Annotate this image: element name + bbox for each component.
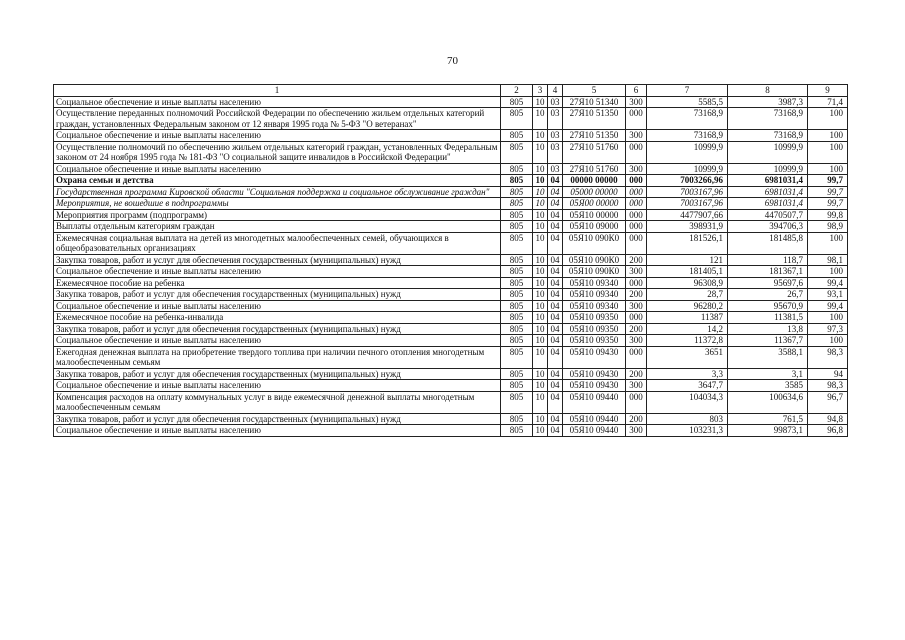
row-value-cell: 03 [548, 163, 563, 175]
budget-table [53, 84, 848, 437]
row-value-cell: 805 [501, 425, 533, 437]
row-value-cell: 181405,1 [647, 266, 728, 278]
row-value-cell: 300 [626, 266, 647, 278]
row-value-cell: 200 [626, 368, 647, 380]
row-name-cell: Ежегодная денежная выплата на приобретение твердого топлива при наличии печного отопления многодетным малообеспеченным семьям [54, 346, 501, 368]
table-row [54, 186, 848, 198]
row-value-cell: 05Я00 00000 [563, 198, 626, 210]
row-name-cell: Выплаты отдельным категориям граждан [54, 221, 501, 233]
row-value-cell: 200 [626, 323, 647, 335]
row-name-cell: Закупка товаров, работ и услуг для обеспечения государственных (муниципальных) нужд [54, 368, 501, 380]
row-value-cell: 99,4 [808, 300, 848, 312]
row-value-cell: 300 [626, 163, 647, 175]
row-value-cell: 27Я10 51350 [563, 108, 626, 130]
row-value-cell: 805 [501, 335, 533, 347]
row-name-cell: Осуществление переданных полномочий Российской Федерации по обеспечению жильем отдельных категорий граждан, установленных Федеральным законом от 12 января 1995 года № 5-ФЗ "О ветеранах" [54, 108, 501, 130]
row-value-cell: 73168,9 [647, 130, 728, 142]
table-row [54, 209, 848, 221]
row-value-cell: 26,7 [728, 289, 808, 301]
row-value-cell: 805 [501, 198, 533, 210]
row-value-cell: 10 [533, 380, 548, 392]
row-value-cell: 05Я10 09340 [563, 289, 626, 301]
header-cell: 6 [626, 85, 647, 97]
row-value-cell: 98,3 [808, 346, 848, 368]
row-value-cell: 3651 [647, 346, 728, 368]
row-value-cell: 805 [501, 266, 533, 278]
table-row [54, 335, 848, 347]
row-value-cell: 05Я10 09000 [563, 221, 626, 233]
row-value-cell: 10 [533, 289, 548, 301]
row-value-cell: 11387 [647, 312, 728, 324]
row-value-cell: 14,2 [647, 323, 728, 335]
table-row [54, 130, 848, 142]
row-value-cell: 98,1 [808, 254, 848, 266]
row-value-cell: 000 [626, 391, 647, 413]
row-value-cell: 98,9 [808, 221, 848, 233]
row-value-cell: 805 [501, 209, 533, 221]
row-value-cell: 10 [533, 186, 548, 198]
row-name-cell: Закупка товаров, работ и услуг для обеспечения государственных (муниципальных) нужд [54, 254, 501, 266]
row-value-cell: 000 [626, 221, 647, 233]
row-value-cell: 10 [533, 391, 548, 413]
row-value-cell: 000 [626, 186, 647, 198]
row-value-cell: 73168,9 [728, 108, 808, 130]
table-row [54, 391, 848, 413]
row-value-cell: 803 [647, 413, 728, 425]
row-value-cell: 10999,9 [647, 163, 728, 175]
header-cell: 9 [808, 85, 848, 97]
row-value-cell: 000 [626, 108, 647, 130]
table-row [54, 96, 848, 108]
row-value-cell: 5585,5 [647, 96, 728, 108]
row-value-cell: 10 [533, 175, 548, 187]
row-name-cell: Социальное обеспечение и иные выплаты населению [54, 130, 501, 142]
row-value-cell: 05Я10 09350 [563, 323, 626, 335]
row-value-cell: 200 [626, 254, 647, 266]
row-value-cell: 05Я10 09440 [563, 425, 626, 437]
row-value-cell: 3585 [728, 380, 808, 392]
row-value-cell: 100 [808, 232, 848, 254]
row-value-cell: 93,1 [808, 289, 848, 301]
row-value-cell: 10999,9 [728, 141, 808, 163]
row-value-cell: 3987,3 [728, 96, 808, 108]
row-value-cell: 05Я10 09430 [563, 346, 626, 368]
row-value-cell: 6981031,4 [728, 186, 808, 198]
row-name-cell: Социальное обеспечение и иные выплаты населению [54, 300, 501, 312]
table-row [54, 425, 848, 437]
row-value-cell: 100 [808, 108, 848, 130]
row-value-cell: 94 [808, 368, 848, 380]
row-value-cell: 10 [533, 254, 548, 266]
table-row [54, 221, 848, 233]
row-value-cell: 04 [548, 254, 563, 266]
row-value-cell: 100 [808, 141, 848, 163]
row-value-cell: 10 [533, 141, 548, 163]
table-row [54, 198, 848, 210]
row-value-cell: 05Я10 09340 [563, 277, 626, 289]
header-row [54, 85, 848, 97]
row-value-cell: 97,3 [808, 323, 848, 335]
row-value-cell: 05Я10 090К0 [563, 266, 626, 278]
row-value-cell: 4470507,7 [728, 209, 808, 221]
row-value-cell: 10 [533, 323, 548, 335]
row-value-cell: 04 [548, 209, 563, 221]
row-name-cell: Ежемесячная социальная выплата на детей из многодетных малообеспеченных семей, обучающихся в общеобразовательных организациях [54, 232, 501, 254]
table-row [54, 266, 848, 278]
row-value-cell: 04 [548, 312, 563, 324]
row-name-cell: Социальное обеспечение и иные выплаты населению [54, 380, 501, 392]
table-row [54, 163, 848, 175]
row-value-cell: 805 [501, 323, 533, 335]
header-cell: 1 [54, 85, 501, 97]
row-value-cell: 000 [626, 141, 647, 163]
row-value-cell: 27Я10 51760 [563, 141, 626, 163]
row-value-cell: 03 [548, 130, 563, 142]
row-value-cell: 73168,9 [728, 130, 808, 142]
table-row [54, 108, 848, 130]
row-value-cell: 27Я10 51350 [563, 130, 626, 142]
row-value-cell: 181485,8 [728, 232, 808, 254]
row-value-cell: 805 [501, 277, 533, 289]
row-value-cell: 10 [533, 209, 548, 221]
row-value-cell: 13,8 [728, 323, 808, 335]
header-cell: 2 [501, 85, 533, 97]
row-value-cell: 11367,7 [728, 335, 808, 347]
row-value-cell: 04 [548, 346, 563, 368]
row-value-cell: 04 [548, 380, 563, 392]
row-value-cell: 200 [626, 289, 647, 301]
row-value-cell: 10 [533, 368, 548, 380]
row-value-cell: 181367,1 [728, 266, 808, 278]
row-value-cell: 805 [501, 130, 533, 142]
row-value-cell: 05Я10 09440 [563, 413, 626, 425]
row-value-cell: 805 [501, 391, 533, 413]
table-row [54, 175, 848, 187]
table-row [54, 380, 848, 392]
header-cell: 4 [548, 85, 563, 97]
table-row [54, 254, 848, 266]
row-value-cell: 05Я10 090К0 [563, 254, 626, 266]
row-value-cell: 300 [626, 96, 647, 108]
row-value-cell: 05Я10 09430 [563, 380, 626, 392]
row-value-cell: 10 [533, 198, 548, 210]
header-cell: 7 [647, 85, 728, 97]
row-value-cell: 805 [501, 96, 533, 108]
row-value-cell: 11381,5 [728, 312, 808, 324]
row-name-cell: Мероприятия, не вошедшие в подпрограммы [54, 198, 501, 210]
row-value-cell: 10 [533, 130, 548, 142]
table-row [54, 232, 848, 254]
row-value-cell: 000 [626, 346, 647, 368]
row-value-cell: 805 [501, 175, 533, 187]
row-value-cell: 05000 00000 [563, 186, 626, 198]
row-name-cell: Ежемесячное пособие на ребенка-инвалида [54, 312, 501, 324]
row-value-cell: 04 [548, 368, 563, 380]
row-value-cell: 805 [501, 413, 533, 425]
row-value-cell: 04 [548, 221, 563, 233]
row-value-cell: 99873,1 [728, 425, 808, 437]
row-value-cell: 805 [501, 186, 533, 198]
row-value-cell: 04 [548, 335, 563, 347]
row-value-cell: 805 [501, 141, 533, 163]
row-name-cell: Закупка товаров, работ и услуг для обеспечения государственных (муниципальных) нужд [54, 289, 501, 301]
row-name-cell: Социальное обеспечение и иные выплаты населению [54, 266, 501, 278]
page-number: 70 [447, 55, 458, 67]
row-value-cell: 121 [647, 254, 728, 266]
row-name-cell: Социальное обеспечение и иные выплаты населению [54, 96, 501, 108]
row-value-cell: 04 [548, 198, 563, 210]
table-row [54, 300, 848, 312]
row-value-cell: 00000 00000 [563, 175, 626, 187]
row-value-cell: 7003167,96 [647, 198, 728, 210]
row-name-cell: Закупка товаров, работ и услуг для обеспечения государственных (муниципальных) нужд [54, 413, 501, 425]
row-value-cell: 10 [533, 413, 548, 425]
row-value-cell: 100 [808, 130, 848, 142]
row-value-cell: 300 [626, 300, 647, 312]
table-row [54, 323, 848, 335]
table-row [54, 312, 848, 324]
row-value-cell: 000 [626, 198, 647, 210]
row-value-cell: 805 [501, 300, 533, 312]
row-value-cell: 04 [548, 277, 563, 289]
row-value-cell: 03 [548, 96, 563, 108]
row-value-cell: 27Я10 51760 [563, 163, 626, 175]
row-value-cell: 805 [501, 312, 533, 324]
row-value-cell: 99,7 [808, 198, 848, 210]
row-value-cell: 04 [548, 186, 563, 198]
header-cell: 5 [563, 85, 626, 97]
row-value-cell: 3588,1 [728, 346, 808, 368]
row-name-cell: Социальное обеспечение и иные выплаты населению [54, 335, 501, 347]
row-value-cell: 3,3 [647, 368, 728, 380]
row-value-cell: 10999,9 [647, 141, 728, 163]
row-value-cell: 10 [533, 346, 548, 368]
row-value-cell: 10 [533, 221, 548, 233]
row-value-cell: 05Я10 090К0 [563, 232, 626, 254]
table-row [54, 413, 848, 425]
row-value-cell: 000 [626, 209, 647, 221]
row-value-cell: 100 [808, 266, 848, 278]
row-value-cell: 103231,3 [647, 425, 728, 437]
table-row [54, 368, 848, 380]
row-value-cell: 118,7 [728, 254, 808, 266]
row-value-cell: 73168,9 [647, 108, 728, 130]
row-value-cell: 05Я10 00000 [563, 209, 626, 221]
row-value-cell: 3647,7 [647, 380, 728, 392]
row-value-cell: 71,4 [808, 96, 848, 108]
row-value-cell: 805 [501, 232, 533, 254]
row-name-cell: Государственная программа Кировской области "Социальная поддержка и социальное обслуживание граждан" [54, 186, 501, 198]
row-value-cell: 04 [548, 232, 563, 254]
row-value-cell: 7003167,96 [647, 186, 728, 198]
row-value-cell: 99,4 [808, 277, 848, 289]
table-row [54, 289, 848, 301]
row-value-cell: 96280,2 [647, 300, 728, 312]
row-value-cell: 181526,1 [647, 232, 728, 254]
row-value-cell: 805 [501, 380, 533, 392]
row-value-cell: 04 [548, 289, 563, 301]
row-value-cell: 04 [548, 425, 563, 437]
row-value-cell: 99,7 [808, 175, 848, 187]
row-value-cell: 95697,6 [728, 277, 808, 289]
row-value-cell: 04 [548, 391, 563, 413]
row-value-cell: 100634,6 [728, 391, 808, 413]
row-value-cell: 10 [533, 266, 548, 278]
row-value-cell: 10 [533, 312, 548, 324]
row-value-cell: 3,1 [728, 368, 808, 380]
row-value-cell: 04 [548, 175, 563, 187]
row-value-cell: 7003266,96 [647, 175, 728, 187]
row-value-cell: 94,8 [808, 413, 848, 425]
row-value-cell: 04 [548, 300, 563, 312]
row-value-cell: 03 [548, 141, 563, 163]
row-value-cell: 104034,3 [647, 391, 728, 413]
row-value-cell: 10 [533, 232, 548, 254]
row-value-cell: 10999,9 [728, 163, 808, 175]
row-value-cell: 28,7 [647, 289, 728, 301]
header-cell: 8 [728, 85, 808, 97]
row-value-cell: 99,8 [808, 209, 848, 221]
row-value-cell: 05Я10 09430 [563, 368, 626, 380]
row-value-cell: 200 [626, 413, 647, 425]
row-value-cell: 000 [626, 232, 647, 254]
row-value-cell: 6981031,4 [728, 175, 808, 187]
row-value-cell: 805 [501, 163, 533, 175]
row-value-cell: 10 [533, 277, 548, 289]
table-row [54, 141, 848, 163]
row-name-cell: Охрана семьи и детства [54, 175, 501, 187]
row-value-cell: 805 [501, 368, 533, 380]
row-value-cell: 96,8 [808, 425, 848, 437]
row-value-cell: 300 [626, 425, 647, 437]
row-value-cell: 300 [626, 335, 647, 347]
row-value-cell: 805 [501, 289, 533, 301]
row-value-cell: 05Я10 09350 [563, 335, 626, 347]
row-value-cell: 95670,9 [728, 300, 808, 312]
row-value-cell: 04 [548, 413, 563, 425]
row-name-cell: Социальное обеспечение и иные выплаты населению [54, 425, 501, 437]
row-value-cell: 100 [808, 163, 848, 175]
row-value-cell: 11372,8 [647, 335, 728, 347]
row-name-cell: Ежемесячное пособие на ребенка [54, 277, 501, 289]
row-value-cell: 10 [533, 335, 548, 347]
row-value-cell: 05Я10 09350 [563, 312, 626, 324]
row-value-cell: 100 [808, 312, 848, 324]
table-row [54, 277, 848, 289]
row-value-cell: 05Я10 09440 [563, 391, 626, 413]
row-value-cell: 805 [501, 254, 533, 266]
row-name-cell: Компенсация расходов на оплату коммунальных услуг в виде ежемесячной денежной выплаты многодетным малообеспеченным семьям [54, 391, 501, 413]
row-value-cell: 10 [533, 163, 548, 175]
header-cell: 3 [533, 85, 548, 97]
row-value-cell: 10 [533, 300, 548, 312]
row-value-cell: 300 [626, 130, 647, 142]
row-value-cell: 10 [533, 108, 548, 130]
row-value-cell: 98,3 [808, 380, 848, 392]
row-value-cell: 04 [548, 323, 563, 335]
row-value-cell: 05Я10 09340 [563, 300, 626, 312]
row-value-cell: 6981031,4 [728, 198, 808, 210]
table-row [54, 346, 848, 368]
row-value-cell: 4477907,66 [647, 209, 728, 221]
row-value-cell: 100 [808, 335, 848, 347]
row-value-cell: 805 [501, 108, 533, 130]
row-value-cell: 10 [533, 425, 548, 437]
row-value-cell: 000 [626, 175, 647, 187]
row-value-cell: 04 [548, 266, 563, 278]
row-value-cell: 398931,9 [647, 221, 728, 233]
row-value-cell: 03 [548, 108, 563, 130]
row-value-cell: 000 [626, 312, 647, 324]
row-value-cell: 761,5 [728, 413, 808, 425]
row-name-cell: Социальное обеспечение и иные выплаты населению [54, 163, 501, 175]
row-name-cell: Закупка товаров, работ и услуг для обеспечения государственных (муниципальных) нужд [54, 323, 501, 335]
row-value-cell: 27Я10 51340 [563, 96, 626, 108]
row-value-cell: 96,7 [808, 391, 848, 413]
row-value-cell: 394706,3 [728, 221, 808, 233]
row-value-cell: 96308,9 [647, 277, 728, 289]
row-name-cell: Осуществление полномочий по обеспечению жильем отдельных категорий граждан, установленных Федеральным законом от 24 ноября 1995 года № 181-ФЗ "О социальной защите инвалидов в Российской Федерации" [54, 141, 501, 163]
row-value-cell: 99,7 [808, 186, 848, 198]
row-value-cell: 000 [626, 277, 647, 289]
row-value-cell: 805 [501, 346, 533, 368]
row-name-cell: Мероприятия программ (подпрограмм) [54, 209, 501, 221]
row-value-cell: 805 [501, 221, 533, 233]
row-value-cell: 10 [533, 96, 548, 108]
row-value-cell: 300 [626, 380, 647, 392]
